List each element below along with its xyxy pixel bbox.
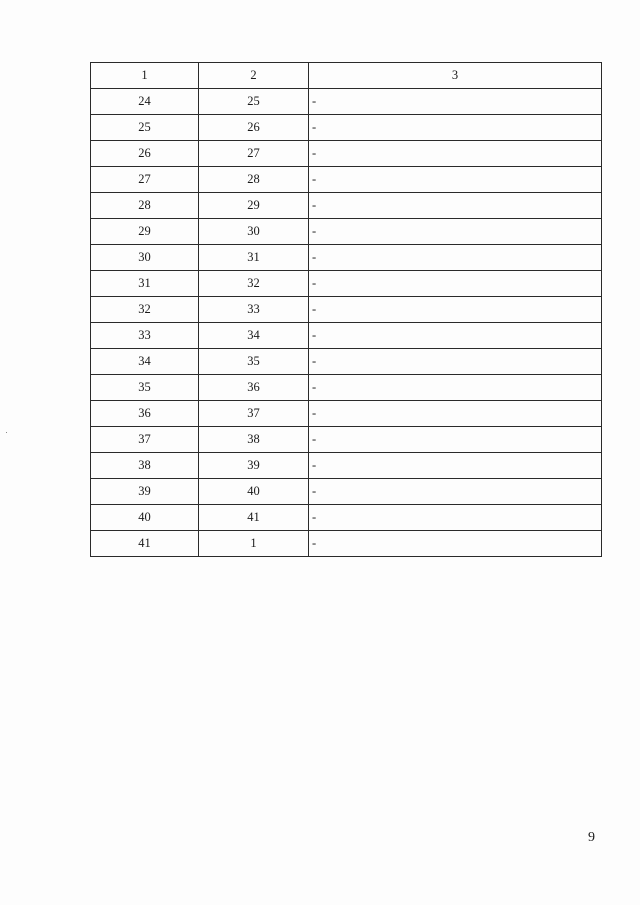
table-cell-col2: 1	[199, 531, 309, 557]
header-cell-col3: 3	[309, 63, 602, 89]
table-cell-col3: -	[309, 115, 602, 141]
table-cell-col3: -	[309, 427, 602, 453]
table-cell-col3: -	[309, 349, 602, 375]
table-cell-col3: -	[309, 89, 602, 115]
data-table	[90, 62, 602, 557]
table-cell-col2: 38	[199, 427, 309, 453]
table-row	[91, 219, 602, 245]
table-cell-col1: 30	[91, 245, 199, 271]
table-row	[91, 453, 602, 479]
table-cell-col3: -	[309, 141, 602, 167]
table-cell-col3: -	[309, 193, 602, 219]
table-cell-col2: 33	[199, 297, 309, 323]
table-cell-col1: 31	[91, 271, 199, 297]
table-cell-col3: -	[309, 375, 602, 401]
table-cell-col1: 36	[91, 401, 199, 427]
table-cell-col3: -	[309, 453, 602, 479]
table-cell-col3: -	[309, 505, 602, 531]
table-row	[91, 297, 602, 323]
table-cell-col1: 24	[91, 89, 199, 115]
table-header-row	[91, 63, 602, 89]
table-cell-col2: 37	[199, 401, 309, 427]
table-cell-col3: -	[309, 167, 602, 193]
table-row	[91, 141, 602, 167]
table-cell-col2: 29	[199, 193, 309, 219]
table-cell-col1: 41	[91, 531, 199, 557]
table-cell-col2: 31	[199, 245, 309, 271]
table-row	[91, 349, 602, 375]
table-cell-col1: 28	[91, 193, 199, 219]
table-cell-col3: -	[309, 401, 602, 427]
table-cell-col2: 30	[199, 219, 309, 245]
table-cell-col2: 28	[199, 167, 309, 193]
table-cell-col2: 41	[199, 505, 309, 531]
table-cell-col3: -	[309, 297, 602, 323]
table-cell-col1: 40	[91, 505, 199, 531]
table-cell-col1: 27	[91, 167, 199, 193]
table-cell-col3: -	[309, 531, 602, 557]
table-row	[91, 427, 602, 453]
table-row	[91, 167, 602, 193]
table-row	[91, 271, 602, 297]
table-cell-col2: 32	[199, 271, 309, 297]
table-cell-col1: 38	[91, 453, 199, 479]
table-cell-col1: 35	[91, 375, 199, 401]
table-row	[91, 531, 602, 557]
table-body	[91, 89, 602, 557]
table-row	[91, 245, 602, 271]
table-cell-col2: 39	[199, 453, 309, 479]
table-row	[91, 375, 602, 401]
table-cell-col3: -	[309, 219, 602, 245]
table-cell-col3: -	[309, 323, 602, 349]
table-cell-col1: 26	[91, 141, 199, 167]
table-cell-col1: 33	[91, 323, 199, 349]
table-row	[91, 89, 602, 115]
table-cell-col3: -	[309, 271, 602, 297]
table-cell-col2: 36	[199, 375, 309, 401]
header-cell-col1: 1	[91, 63, 199, 89]
table-cell-col1: 37	[91, 427, 199, 453]
table-row	[91, 401, 602, 427]
table-cell-col2: 27	[199, 141, 309, 167]
table-cell-col1: 25	[91, 115, 199, 141]
table-row	[91, 505, 602, 531]
table-cell-col2: 40	[199, 479, 309, 505]
table-cell-col1: 39	[91, 479, 199, 505]
header-cell-col2: 2	[199, 63, 309, 89]
table-cell-col2: 26	[199, 115, 309, 141]
table-cell-col2: 34	[199, 323, 309, 349]
table-cell-col3: -	[309, 479, 602, 505]
table-cell-col1: 34	[91, 349, 199, 375]
table-row	[91, 479, 602, 505]
page-number: 9	[588, 830, 595, 845]
table-cell-col1: 29	[91, 219, 199, 245]
table-cell-col1: 32	[91, 297, 199, 323]
table-row	[91, 193, 602, 219]
scan-speck	[6, 432, 7, 433]
table-cell-col2: 35	[199, 349, 309, 375]
table-cell-col3: -	[309, 245, 602, 271]
table-row	[91, 115, 602, 141]
table-cell-col2: 25	[199, 89, 309, 115]
table-row	[91, 323, 602, 349]
